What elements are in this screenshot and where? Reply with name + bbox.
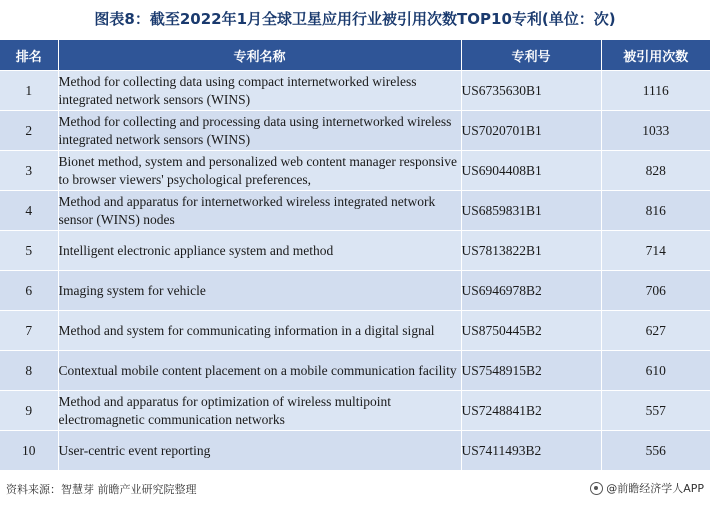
- citation-count-cell: 828: [601, 151, 710, 191]
- citation-count-cell: 627: [601, 311, 710, 351]
- header-patent-number: 专利号: [461, 40, 601, 71]
- table-row: [0, 391, 710, 431]
- header-patent-name: 专利名称: [58, 40, 461, 71]
- patent-name-cell: Intelligent electronic appliance system and method: [58, 231, 461, 271]
- citation-count-cell: 706: [601, 271, 710, 311]
- patent-name-cell: Method for collecting and processing data using internetworked wireless integrated network sensors (WINS): [58, 111, 461, 151]
- table-row: [0, 311, 710, 351]
- patent-number-cell: US7411493B2: [461, 431, 601, 471]
- table-row: [0, 271, 710, 311]
- patent-name-cell: Imaging system for vehicle: [58, 271, 461, 311]
- patent-table: [0, 40, 710, 471]
- citation-count-cell: 1116: [601, 71, 710, 111]
- rank-cell: 6: [0, 271, 58, 311]
- rank-cell: 2: [0, 111, 58, 151]
- patent-name-cell: Method and system for communicating information in a digital signal: [58, 311, 461, 351]
- table-row: [0, 151, 710, 191]
- table-row: [0, 111, 710, 151]
- patent-name-cell: Method for collecting data using compact internetworked wireless integrated network sensors (WINS): [58, 71, 461, 111]
- source-note: 资料来源：智慧芽 前瞻产业研究院整理: [6, 483, 197, 496]
- patent-number-cell: US8750445B2: [461, 311, 601, 351]
- citation-count-cell: 714: [601, 231, 710, 271]
- chart-title: 图表8：截至2022年1月全球卫星应用行业被引用次数TOP10专利(单位：次): [94, 10, 616, 28]
- brand-credit: [590, 480, 704, 496]
- patent-number-cell: US6946978B2: [461, 271, 601, 311]
- brand-text: @前瞻经济学人APP: [606, 482, 704, 495]
- header-rank: 排名: [0, 40, 58, 71]
- table-body: [0, 71, 710, 471]
- patent-name-cell: Method and apparatus for internetworked wireless integrated network sensor (WINS) nodes: [58, 191, 461, 231]
- patent-number-cell: US7813822B1: [461, 231, 601, 271]
- citation-count-cell: 816: [601, 191, 710, 231]
- patent-number-cell: US6859831B1: [461, 191, 601, 231]
- rank-cell: 4: [0, 191, 58, 231]
- rank-cell: 10: [0, 431, 58, 471]
- patent-number-cell: US6735630B1: [461, 71, 601, 111]
- patent-name-cell: User-centric event reporting: [58, 431, 461, 471]
- table-row: [0, 231, 710, 271]
- citation-count-cell: 610: [601, 351, 710, 391]
- patent-number-cell: US7548915B2: [461, 351, 601, 391]
- patent-name-cell: Method and apparatus for optimization of wireless multipoint electromagnetic communication networks: [58, 391, 461, 431]
- rank-cell: 3: [0, 151, 58, 191]
- patent-number-cell: US6904408B1: [461, 151, 601, 191]
- patent-number-cell: US7248841B2: [461, 391, 601, 431]
- table-row: [0, 351, 710, 391]
- patent-name-cell: Contextual mobile content placement on a mobile communication facility: [58, 351, 461, 391]
- table-row: [0, 71, 710, 111]
- patent-name-cell: Bionet method, system and personalized web content manager responsive to browser viewers' psychological preferences,: [58, 151, 461, 191]
- rank-cell: 9: [0, 391, 58, 431]
- rank-cell: 1: [0, 71, 58, 111]
- rank-cell: 7: [0, 311, 58, 351]
- table-row: [0, 431, 710, 471]
- table-row: [0, 191, 710, 231]
- citation-count-cell: 557: [601, 391, 710, 431]
- rank-cell: 5: [0, 231, 58, 271]
- header-citation-count: 被引用次数: [601, 40, 710, 71]
- citation-count-cell: 1033: [601, 111, 710, 151]
- citation-count-cell: 556: [601, 431, 710, 471]
- table-header-row: [0, 40, 710, 71]
- brand-logo-icon: [590, 482, 603, 495]
- rank-cell: 8: [0, 351, 58, 391]
- patent-number-cell: US7020701B1: [461, 111, 601, 151]
